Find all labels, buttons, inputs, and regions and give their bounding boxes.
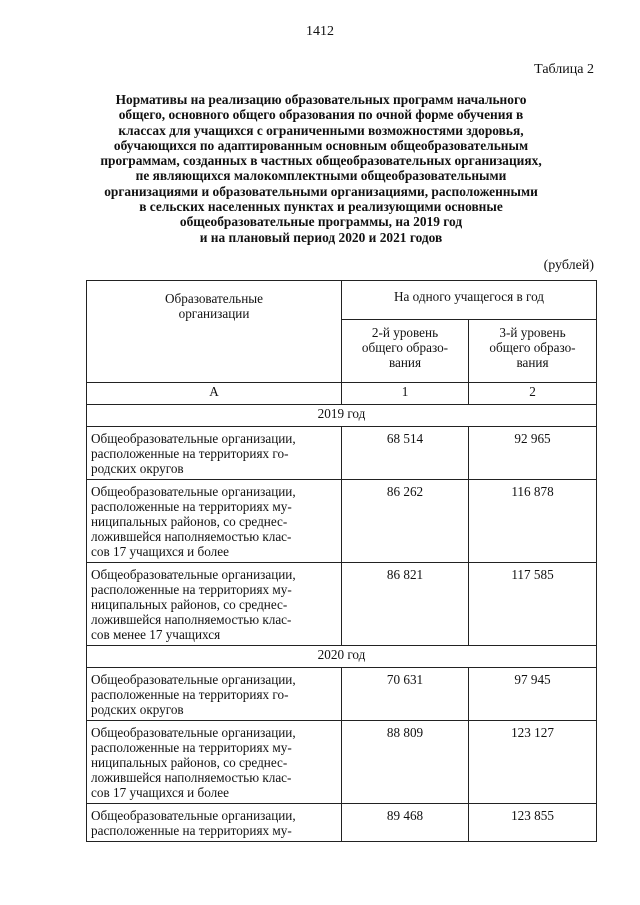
value-level-3: 123 127 [469, 721, 597, 804]
organization-cell: Общеобразовательные организации, расположенные на территориях му- ниципальных районов, со среднес- ложившейся наполняемостью клас- сов 17 учащихся и более [87, 480, 342, 563]
organization-cell: Общеобразовательные организации, расположенные на территориях му- [87, 804, 342, 842]
table-row [87, 480, 597, 563]
table-row [87, 563, 597, 646]
year-row-2019: 2019 год [87, 405, 597, 427]
value-level-2: 89 468 [342, 804, 469, 842]
index-cell-1: 1 [342, 383, 469, 405]
value-level-3: 116 878 [469, 480, 597, 563]
organization-cell: Общеобразовательные организации, расположенные на территориях го- родских округов [87, 427, 342, 480]
table-row [87, 804, 597, 842]
value-level-2: 68 514 [342, 427, 469, 480]
table-title: Нормативы на реализацию образовательных программ начального общего, основного общего образования по очной форме обучения в классах для учащихся с ограниченными возможностями здоровья, обучающихся по адаптированным основным общеобразовательным программам, созданных в частных общеобразовательных организациях, пе являющихся малокомплектными общеобразовательными организациями и образовательными организациями, расположенными в сельских населенных пунктах и реализующими основные общеобразовательные программы, на 2019 год и на плановый период 2020 и 2021 годов [100, 92, 542, 245]
table-row [87, 721, 597, 804]
header-organizations: Образовательные организации [87, 281, 342, 383]
index-cell-a: А [87, 383, 342, 405]
norms-table [86, 280, 597, 842]
value-level-2: 88 809 [342, 721, 469, 804]
index-cell-2: 2 [469, 383, 597, 405]
value-level-3: 117 585 [469, 563, 597, 646]
value-level-3: 97 945 [469, 668, 597, 721]
organization-cell: Общеобразовательные организации, расположенные на территориях му- ниципальных районов, со среднес- ложившейся наполняемостью клас- сов менее 17 учащихся [87, 563, 342, 646]
header-per-student: На одного учащегося в год [342, 281, 597, 320]
value-level-2: 86 821 [342, 563, 469, 646]
page-number: 1412 [306, 24, 334, 39]
value-level-3: 123 855 [469, 804, 597, 842]
table-row [87, 427, 597, 480]
table-row [87, 668, 597, 721]
header-level-2: 2-й уровень общего образо- вания [342, 320, 469, 383]
year-row-2020: 2020 год [87, 646, 597, 668]
value-level-2: 86 262 [342, 480, 469, 563]
organization-cell: Общеобразовательные организации, расположенные на территориях му- ниципальных районов, со среднес- ложившейся наполняемостью клас- сов 17 учащихся и более [87, 721, 342, 804]
value-level-3: 92 965 [469, 427, 597, 480]
organization-cell: Общеобразовательные организации, расположенные на территориях го- родских округов [87, 668, 342, 721]
value-level-2: 70 631 [342, 668, 469, 721]
unit-label: (рублей) [543, 258, 594, 273]
header-level-3: 3-й уровень общего образо- вания [469, 320, 597, 383]
table-label: Таблица 2 [534, 62, 594, 77]
